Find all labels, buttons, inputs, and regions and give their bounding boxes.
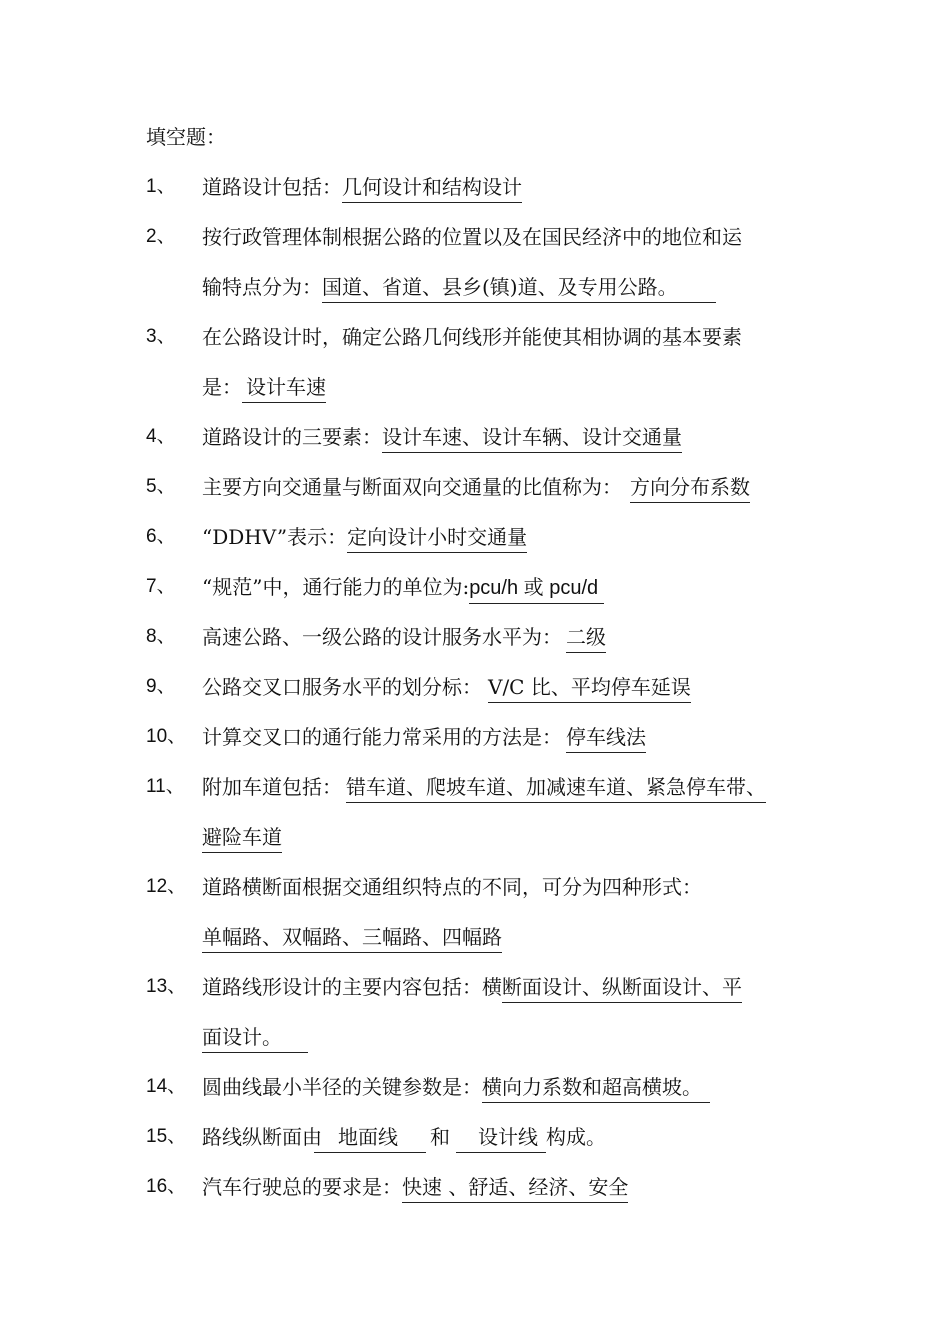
answer-blank-1: 地面线 <box>314 1122 426 1153</box>
question-text <box>202 820 282 854</box>
question-3-continued <box>0 370 950 404</box>
question-9 <box>0 670 950 704</box>
question-12 <box>0 870 950 904</box>
answer-blank: 单幅路、双幅路、三幅路、四幅路 <box>202 922 502 953</box>
question-prompt: 计算交叉口的通行能力常采用的方法是： <box>202 725 562 749</box>
question-11-continued <box>0 820 950 854</box>
question-text <box>202 470 750 504</box>
question-text <box>202 570 604 604</box>
question-text <box>202 1070 710 1104</box>
question-number: 11、 <box>146 776 185 797</box>
question-text <box>202 1020 308 1054</box>
question-text <box>202 170 522 204</box>
answer-blank-2: 设计线 <box>456 1122 546 1153</box>
question-prompt: 道路设计包括： <box>202 175 342 199</box>
question-10 <box>0 720 950 754</box>
question-7 <box>0 570 950 604</box>
question-number: 8、 <box>146 626 176 647</box>
question-14 <box>0 1070 950 1104</box>
question-number: 6、 <box>146 526 176 547</box>
question-number: 3、 <box>146 326 176 347</box>
question-prompt: “DDHV”表示： <box>202 525 348 549</box>
answer-blank: 二级 <box>566 622 606 653</box>
question-number: 4、 <box>146 426 176 447</box>
question-number: 13、 <box>146 976 187 997</box>
question-prompt: 在公路设计时，确定公路几何线形并能使其相协调的基本要素 <box>202 325 742 349</box>
question-15 <box>0 1120 950 1154</box>
answer-blank-cont: 面设计。 <box>202 1022 308 1053</box>
question-prompt: 道路横断面根据交通组织特点的不同，可分为四种形式： <box>202 875 702 899</box>
question-2 <box>0 220 950 254</box>
question-prompt: 公路交叉口服务水平的划分标： <box>202 675 482 699</box>
answer-blank: 国道、省道、县乡(镇)道、及专用公路。 <box>322 272 716 303</box>
question-text <box>202 420 682 454</box>
question-11 <box>0 770 950 804</box>
question-prompt: 附加车道包括： <box>202 775 342 799</box>
answer-blank: 定向设计小时交通量 <box>347 522 527 553</box>
question-number: 10、 <box>146 726 187 747</box>
question-prompt: 汽车行驶总的要求是： <box>202 1175 402 1199</box>
question-prompt: 按行政管理体制根据公路的位置以及在国民经济中的地位和运 <box>202 225 742 249</box>
answer-blank: pcu/h 或 pcu/d <box>469 573 604 604</box>
question-text <box>202 620 606 654</box>
question-prompt-cont: 是： <box>202 375 242 399</box>
question-text <box>202 720 646 754</box>
question-2-continued <box>0 270 950 304</box>
question-number: 1、 <box>146 176 176 197</box>
question-text <box>202 920 502 954</box>
question-4 <box>0 420 950 454</box>
question-3 <box>0 320 950 354</box>
question-1 <box>0 170 950 204</box>
question-prompt: 高速公路、一级公路的设计服务水平为： <box>202 625 562 649</box>
question-number: 15、 <box>146 1126 187 1147</box>
question-6 <box>0 520 950 554</box>
question-number: 16、 <box>146 1176 187 1197</box>
answer-blank-cont: 避险车道 <box>202 822 282 853</box>
question-number: 9、 <box>146 676 176 697</box>
answer-blank: 设计车速、设计车辆、设计交通量 <box>382 422 682 453</box>
question-prompt-cont: 输特点分为： <box>202 275 322 299</box>
question-prompt: 路线纵断面由 <box>202 1125 322 1149</box>
answer-blank: 横向力系数和超高横坡。 <box>482 1072 710 1103</box>
question-13 <box>0 970 950 1004</box>
question-text <box>202 970 742 1004</box>
question-text <box>202 520 527 554</box>
question-number: 12、 <box>146 876 187 897</box>
question-text <box>202 270 716 304</box>
question-text <box>202 1120 606 1154</box>
question-prompt: 圆曲线最小半径的关键参数是： <box>202 1075 482 1099</box>
question-5 <box>0 470 950 504</box>
question-number: 5、 <box>146 476 176 497</box>
question-text <box>202 370 326 404</box>
answer-blank: 方向分布系数 <box>630 472 750 503</box>
answer-blank: 几何设计和结构设计 <box>342 172 522 203</box>
question-prompt: 道路设计的三要素： <box>202 425 382 449</box>
question-text <box>202 670 691 704</box>
question-text <box>202 1170 628 1204</box>
question-16 <box>0 1170 950 1204</box>
question-suffix: 构成。 <box>546 1125 606 1149</box>
question-number: 2、 <box>146 226 176 247</box>
connector-text: 和 <box>430 1125 450 1149</box>
question-number: 14、 <box>146 1076 187 1097</box>
answer-blank: 断面设计、纵断面设计、平 <box>502 972 742 1003</box>
answer-blank: 停车线法 <box>566 722 646 753</box>
question-prompt: 主要方向交通量与断面双向交通量的比值称为： <box>202 475 622 499</box>
question-prompt: “规范”中，通行能力的单位为: <box>202 575 470 599</box>
answer-blank: 错车道、爬坡车道、加减速车道、紧急停车带、 <box>346 772 766 803</box>
question-text <box>202 770 766 804</box>
question-13-continued <box>0 1020 950 1054</box>
question-number: 7、 <box>146 576 176 597</box>
heading: 填空题： <box>146 125 226 149</box>
question-8 <box>0 620 950 654</box>
answer-blank: 快速 、舒适、经济、安全 <box>402 1172 628 1203</box>
question-12-continued <box>0 920 950 954</box>
answer-blank: V/C 比、平均停车延误 <box>488 672 691 703</box>
answer-blank: 设计车速 <box>242 372 326 403</box>
question-prompt: 道路线形设计的主要内容包括：横 <box>202 975 502 999</box>
